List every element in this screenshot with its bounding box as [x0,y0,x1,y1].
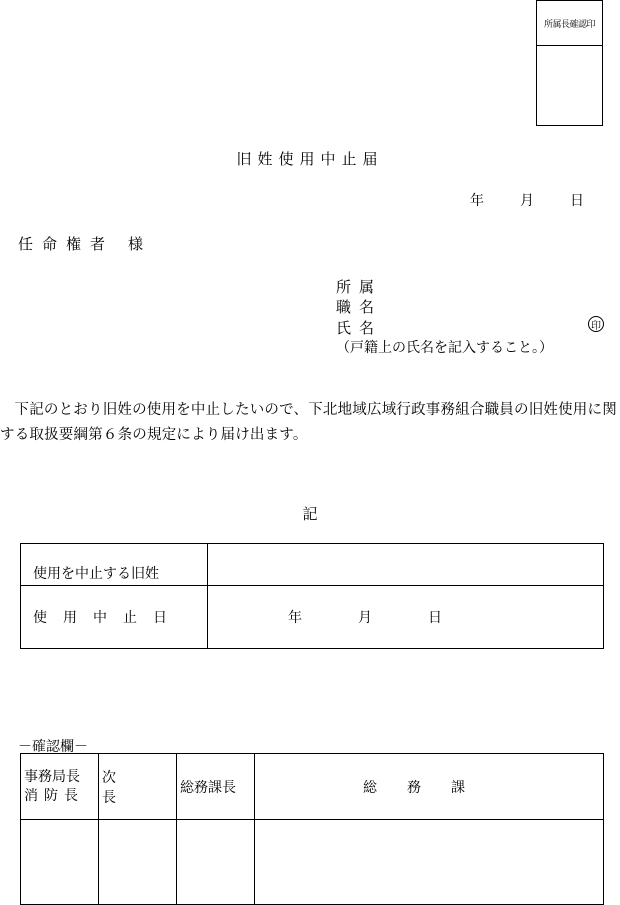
fire-chief-label: 消防長 [24,787,84,804]
name-note: （戸籍上の氏名を記入すること。） [336,340,553,356]
date-line [470,190,584,210]
stamp-box [536,0,603,126]
stamp-box-label: 所属長確認印 [537,1,602,46]
body-paragraph: 下記のとおり旧姓の使用を中止したいので、下北地域広域行政事務組合職員の旧姓使用に関する取扱要綱第６条の規定により届け出ます。 [0,402,617,443]
former-name-field[interactable] [208,544,604,586]
date-day-label: 日 [570,193,584,209]
form-table [20,543,604,649]
stop-date-field[interactable] [208,586,604,649]
stop-date-month: 月 [358,610,372,626]
confirm-col-director [21,754,99,820]
ki-heading: 記 [302,505,318,523]
position-label: 職名 [336,298,383,316]
confirm-seal-general-affairs-chief[interactable] [177,820,255,905]
form-title: 旧姓使用中止届 [236,150,384,168]
stop-date-label: 使用中止日 [21,586,208,649]
confirm-seal-general-affairs[interactable] [255,820,604,905]
confirm-seal-director[interactable] [21,820,99,905]
director-label: 事務局長 [24,768,80,785]
confirm-section-label: －確認欄－ [18,739,88,755]
affiliation-label: 所属 [336,278,383,296]
addressee [18,233,152,254]
confirm-seal-deputy[interactable] [99,820,177,905]
date-year-label: 年 [470,193,484,209]
confirm-col-deputy: 次長 [99,754,177,820]
confirm-col-general-affairs-chief: 総務課長 [177,754,255,820]
confirm-col-general-affairs: 総務課 [255,754,604,820]
stop-date-year: 年 [288,610,302,626]
stop-date-day: 日 [428,610,442,626]
date-month-label: 月 [520,193,534,209]
former-name-label: 使用を中止する旧姓 [21,544,208,586]
addressee-name: 任命権者 [18,235,115,253]
addressee-honorific: 様 [128,235,153,253]
name-label: 氏名 [336,319,383,337]
confirm-table [20,753,604,905]
seal-mark: 印 [588,316,604,332]
